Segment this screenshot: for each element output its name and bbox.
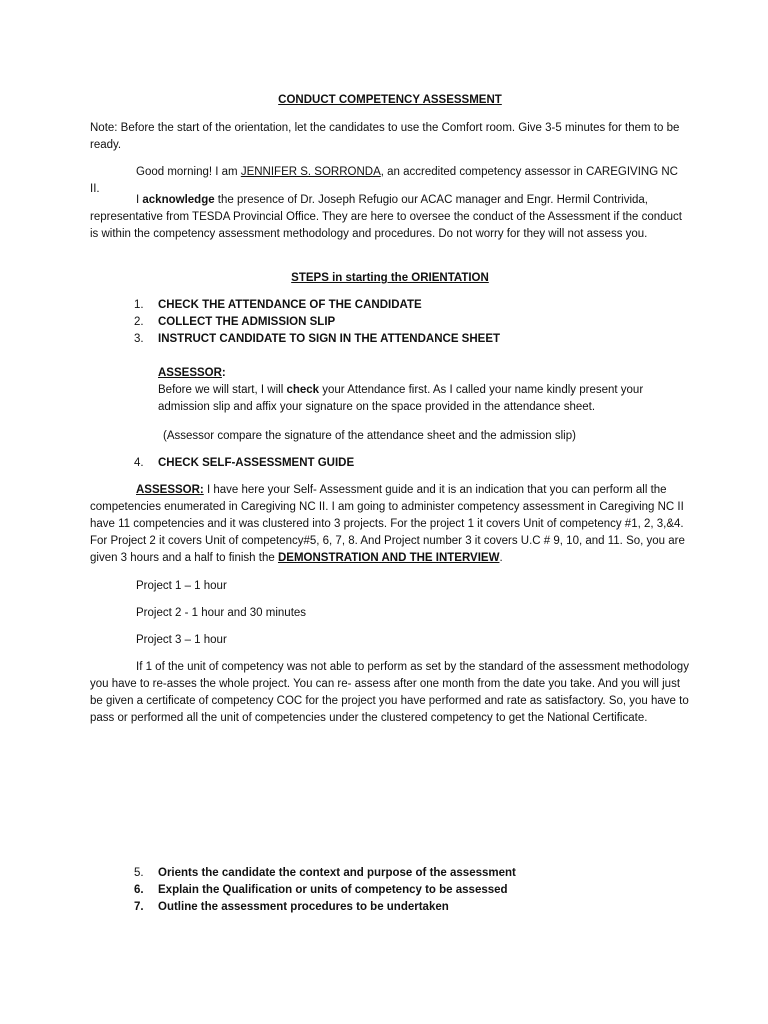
acknowledge-paragraph	[90, 192, 690, 243]
list-item	[134, 455, 354, 472]
acknowledge-bold: acknowledge	[142, 194, 215, 206]
assessor-label: ASSESSOR:	[136, 484, 204, 496]
greeting-after: , an accredited competency assessor in CAREGIVING NC II.	[90, 166, 678, 195]
document-title: CONDUCT COMPETENCY ASSESSMENT	[278, 94, 502, 106]
list-item-text: CHECK THE ATTENDANCE OF THE CANDIDATE	[158, 299, 422, 311]
list-item-text: Orients the candidate the context and purpose of the assessment	[158, 867, 516, 879]
list-item	[134, 314, 335, 331]
list-item-number: 7.	[134, 901, 144, 913]
assessor-instruction-t2: your Attendance first. As I called your name kindly present your admission slip and affix your signature on the space provided in the attendance sheet.	[158, 384, 644, 413]
assessor-label-line	[158, 365, 658, 382]
assessor-instruction-bold: check	[286, 384, 320, 396]
list-item-number: 6.	[134, 884, 144, 896]
list-item	[134, 331, 500, 348]
list-item-text: Explain the Qualification or units of competency to be assessed	[158, 884, 508, 896]
assessor-instruction-block	[158, 365, 658, 416]
assessor-label: ASSESSOR	[158, 367, 222, 379]
demonstration-interview-emph: DEMONSTRATION AND THE INTERVIEW	[277, 552, 500, 564]
reassess-paragraph: If 1 of the unit of competency was not able to perform as set by the standard of the assessment methodology you have to re-asses the whole project. You can re- assess after one month from the date you take. And you will just be given a certificate of competency COC for the project you have performed and rate as satisfactory. So, you have to pass or performed all the unit of competencies under the clustered competency to get the National Certificate.	[90, 661, 689, 724]
self-assessment-text: I have here your Self- Assessment guide and it is an indication that you can perform all the competencies enumerated in Caregiving NC II. I am going to administer competency assessment in Caregiving NC II have 11 competencies and it was clustered into 3 projects. For the project 1 it covers Unit of competency #1, 2, 3,&4. For Project 2 it covers Unit of competency#5, 6, 7, 8. And Project number 3 it covers U.C # 9, 10, and 11. So, you are given 3 hours and a half to finish the	[90, 484, 685, 564]
steps-heading: STEPS in starting the ORIENTATION	[291, 272, 489, 284]
list-item	[134, 297, 422, 314]
list-item-number: 4.	[134, 457, 144, 469]
list-item-number: 3.	[134, 333, 144, 345]
greeting-before: Good morning! I am	[136, 166, 241, 178]
assessor-instruction-t1: Before we will start, I will	[158, 384, 287, 396]
self-assessment-end: .	[499, 552, 503, 564]
list-item-text: INSTRUCT CANDIDATE TO SIGN IN THE ATTENDANCE SHEET	[158, 333, 501, 345]
acknowledge-rest: the presence of Dr. Joseph Refugio our ACAC manager and Engr. Hermil Contrivida, representative from TESDA Provincial Office. They are here to oversee the conduct of the Assessment if the conduct is within the competency assessment methodology and procedures. Do not worry for they will not assess you.	[90, 194, 682, 240]
assessor-instruction	[158, 382, 658, 416]
list-item	[134, 882, 508, 899]
assessor-colon: :	[221, 367, 226, 379]
list-item-text: CHECK SELF-ASSESSMENT GUIDE	[158, 457, 355, 469]
list-item	[134, 899, 449, 916]
project-line: Project 1 – 1 hour	[136, 580, 227, 592]
self-assessment-paragraph	[90, 482, 690, 567]
list-item-number: 5.	[134, 867, 144, 879]
list-item-number: 1.	[134, 299, 144, 311]
assessor-name: JENNIFER S. SORRONDA	[240, 166, 381, 178]
list-item-text: Outline the assessment procedures to be undertaken	[158, 901, 449, 913]
list-item-number: 2.	[134, 316, 144, 328]
list-item-text: COLLECT THE ADMISSION SLIP	[158, 316, 336, 328]
project-line: Project 2 - 1 hour and 30 minutes	[136, 607, 307, 619]
compare-note: (Assessor compare the signature of the attendance sheet and the admission slip)	[163, 430, 576, 442]
acknowledge-lead: I	[136, 194, 143, 206]
note-paragraph: Note: Before the start of the orientation, let the candidates to use the Comfort room. Give 3-5 minutes for them to be ready.	[90, 122, 680, 151]
list-item	[134, 865, 516, 882]
project-line: Project 3 – 1 hour	[136, 634, 227, 646]
